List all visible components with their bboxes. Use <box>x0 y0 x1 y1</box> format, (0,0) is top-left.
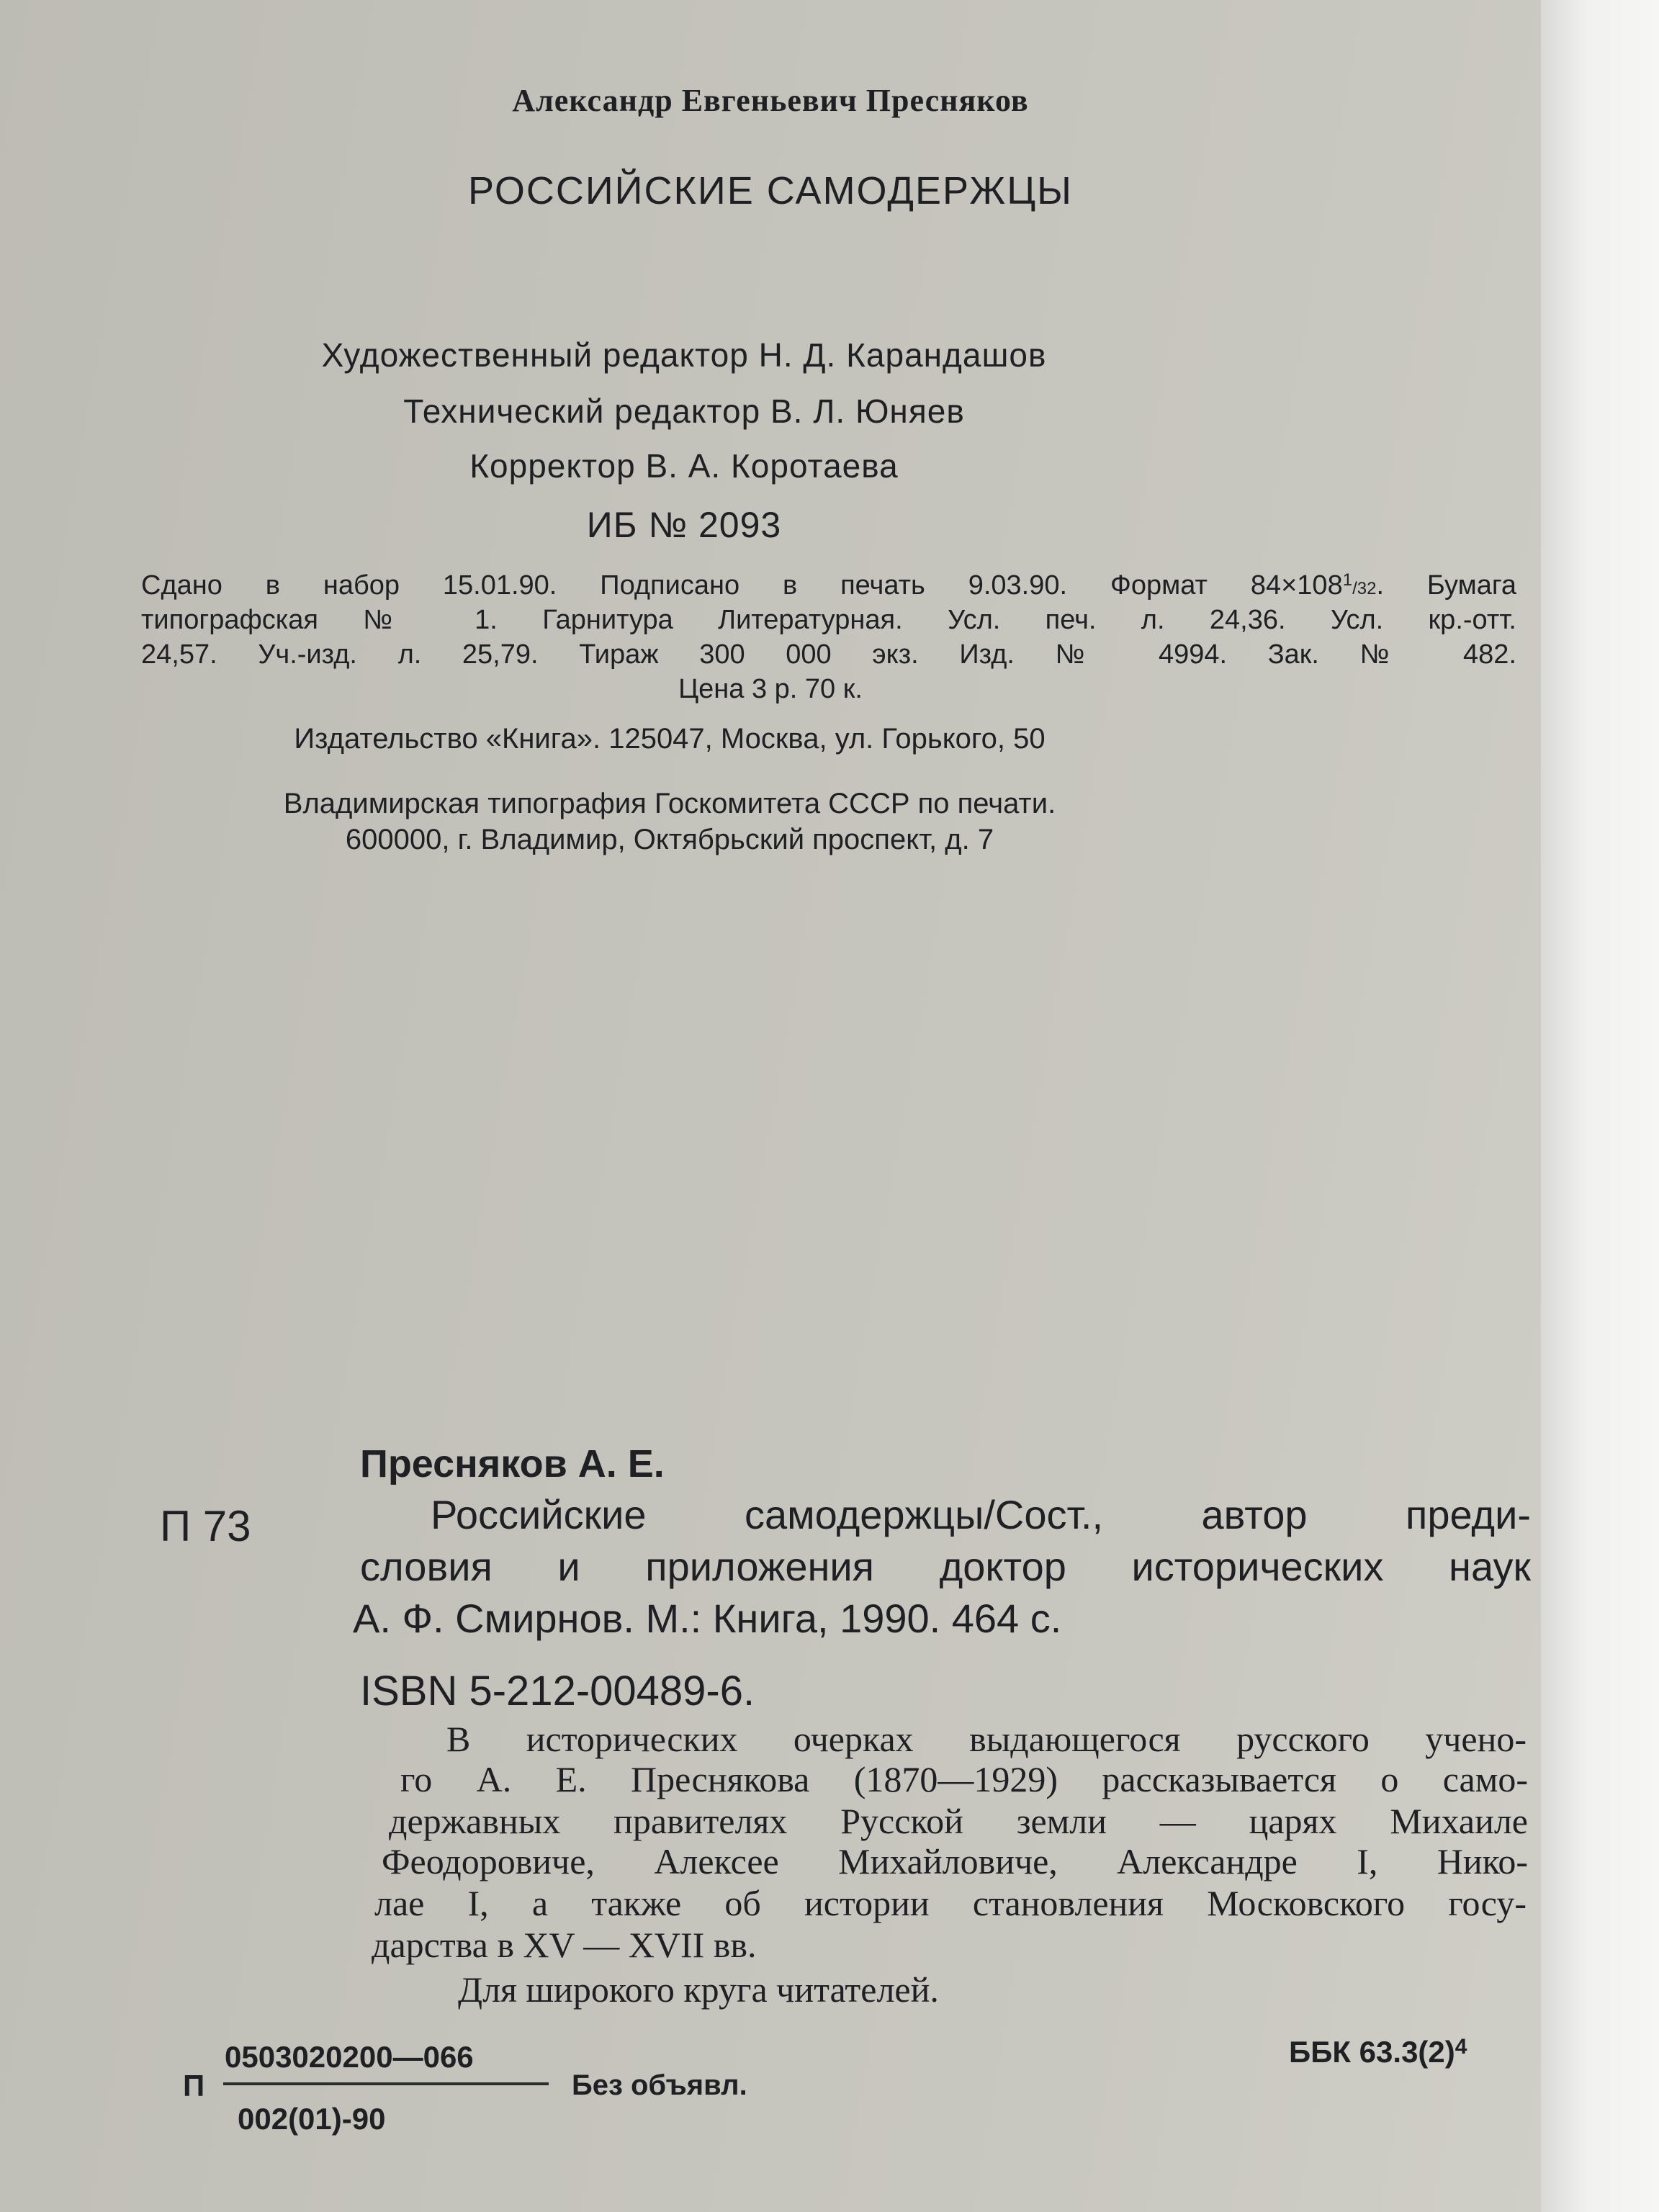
printer-line-2: 600000, г. Владимир, Октябрьский проспект, д. 7 <box>345 824 994 855</box>
index-letter: П <box>183 2069 205 2103</box>
tech-editor: Технический редактор В. Л. Юняев <box>403 392 965 430</box>
format-fraction-denominator: /32 <box>1352 579 1377 598</box>
bbk-code <box>1289 2036 1467 2067</box>
colophon-title: РОССИЙСКИЕ САМОДЕРЖЦЫ <box>468 169 1073 212</box>
audience-note: Для широкого круга читателей. <box>458 1969 939 2010</box>
imprint-line-1-text: Сдано в набор 15.01.90. Подписано в печать 9.03.90. Формат 84×108 <box>141 570 1343 601</box>
price: Цена 3 р. 70 к. <box>678 674 863 704</box>
bib-line-1: Российские самодержцы/Сост., автор преди- <box>431 1492 1531 1537</box>
annotation-line: В исторических очерках выдающегося русского учено- <box>446 1719 1527 1759</box>
fraction-bar <box>223 2082 549 2085</box>
catalog-code: П 73 <box>160 1502 251 1550</box>
annotation-line: го А. Е. Преснякова (1870—1929) рассказывается о само- <box>400 1759 1528 1799</box>
imprint-line-3: 24,57. Уч.-изд. л. 25,79. Тираж 300 000 экз. Изд. № 4994. Зак. № 482. <box>141 639 1516 670</box>
index-numerator: 0503020200—066 <box>225 2040 474 2074</box>
bib-author: Пресняков А. Е. <box>360 1442 665 1485</box>
imprint-line-1 <box>141 572 1516 599</box>
annotation-line: Феодоровиче, Алексее Михайловиче, Александре I, Нико- <box>382 1841 1528 1881</box>
art-editor: Художественный редактор Н. Д. Карандашов <box>321 336 1047 374</box>
proofreader: Корректор В. А. Коротаева <box>469 447 899 485</box>
printer-line-1: Владимирская типография Госкомитета СССР по печати. <box>283 788 1056 819</box>
format-fraction-numerator: 1 <box>1342 570 1353 590</box>
background-edge <box>1541 0 1659 2212</box>
isbn: ISBN 5-212-00489-6. <box>360 1668 755 1714</box>
imprint-line-1-tail: . Бумага <box>1376 570 1516 601</box>
colophon-author: Александр Евгеньевич Пресняков <box>512 83 1029 118</box>
annotation-line: лае I, а также об истории становления Московского госу- <box>374 1883 1527 1923</box>
annotation-line: державных правителях Русской земли — царях Михаиле <box>389 1801 1528 1841</box>
bbk-superscript: 4 <box>1455 2035 1467 2059</box>
bbk-main: ББК 63.3(2) <box>1289 2035 1455 2069</box>
ib-number: ИБ № 2093 <box>586 505 782 545</box>
index-denominator: 002(01)-90 <box>238 2102 386 2136</box>
bib-line-3: А. Ф. Смирнов. М.: Книга, 1990. 464 с. <box>353 1596 1062 1641</box>
annotation-line: дарства в XV — XVII вв. <box>372 1925 757 1965</box>
bib-line-2: словия и приложения доктор исторических наук <box>360 1544 1531 1589</box>
publisher: Издательство «Книга». 125047, Москва, ул. Горького, 50 <box>294 723 1046 755</box>
imprint-line-2: типографская № 1. Гарнитура Литературная. Усл. печ. л. 24,36. Усл. кр.-отт. <box>141 605 1516 635</box>
no-ads-note: Без объявл. <box>572 2069 747 2101</box>
